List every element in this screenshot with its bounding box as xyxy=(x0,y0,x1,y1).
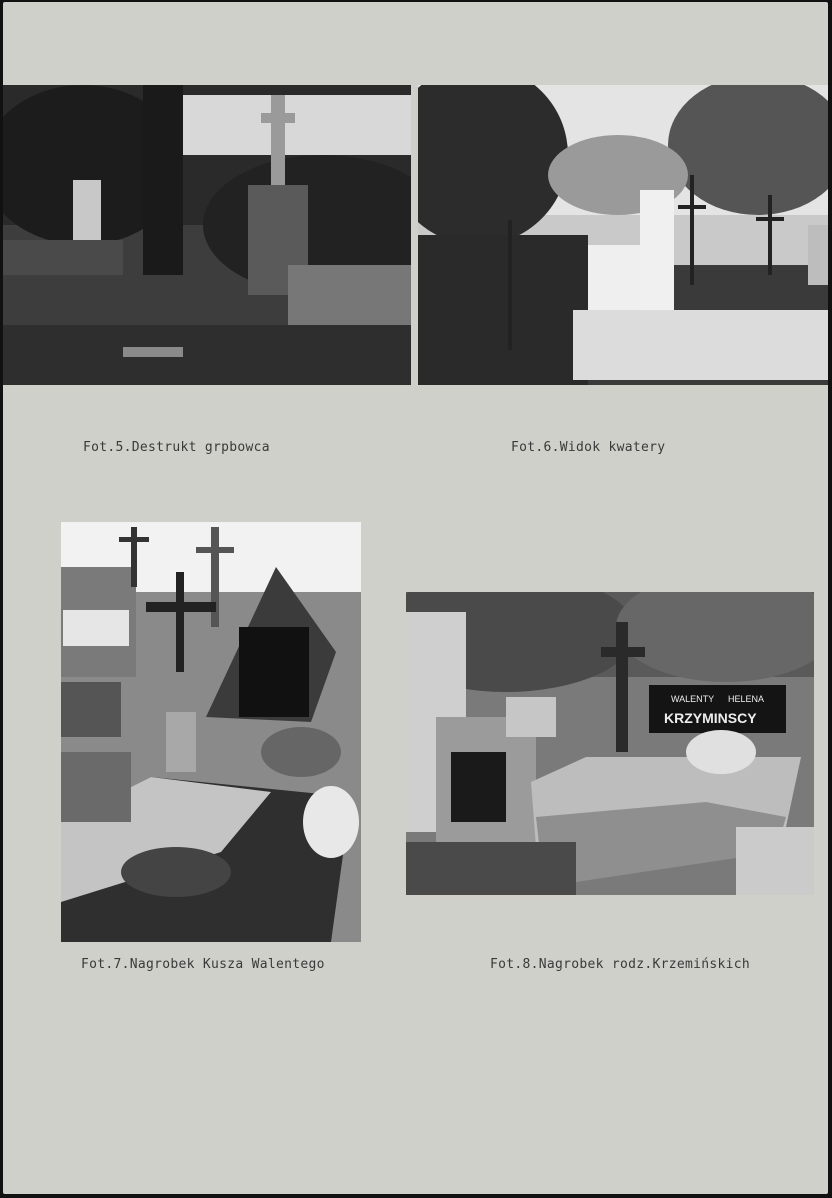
document-page xyxy=(3,2,828,1194)
plaque-surname: KRZYMINSCY xyxy=(664,710,757,726)
photo-6 xyxy=(418,85,828,385)
photo-7 xyxy=(61,522,361,942)
photo-5 xyxy=(3,85,411,385)
caption-photo-8: Fot.8.Nagrobek rodz.Krzemińskich xyxy=(490,957,751,972)
photo-5-image xyxy=(3,85,411,385)
photo-8 xyxy=(406,592,814,895)
photo-7-image xyxy=(61,522,361,942)
photo-6-image xyxy=(418,85,828,385)
plaque-name-2: HELENA xyxy=(728,694,765,704)
caption-photo-5: Fot.5.Destrukt grpbowca xyxy=(83,440,270,455)
caption-photo-6: Fot.6.Widok kwatery xyxy=(511,440,666,455)
plaque-name-1: WALENTY xyxy=(671,694,715,704)
caption-photo-7: Fot.7.Nagrobek Kusza Walentego xyxy=(81,957,325,972)
photo-8-image xyxy=(406,592,814,895)
